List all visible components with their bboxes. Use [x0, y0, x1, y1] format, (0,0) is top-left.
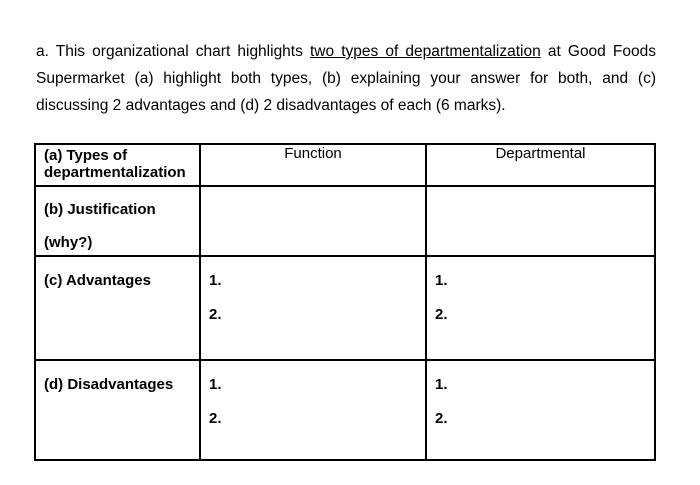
answer-cell-function-disadvantages[interactable]: [200, 360, 426, 460]
item-number-2: 2.: [209, 306, 222, 323]
item-number-2: 2.: [435, 306, 448, 323]
table-row-types: [35, 144, 655, 186]
row-label-justification: [35, 186, 200, 256]
row-label-types: [35, 144, 200, 186]
column-header-departmental: Departmental: [426, 144, 655, 186]
answer-cell-departmental-advantages[interactable]: [426, 256, 655, 360]
item-number-2: 2.: [209, 410, 222, 427]
item-number-1: 1.: [209, 272, 222, 289]
row-label-types-line1: (a) Types of: [44, 147, 128, 164]
row-label-disadvantages-text: (d) Disadvantages: [44, 376, 174, 393]
answer-cell-departmental-justification[interactable]: [426, 186, 655, 256]
item-number-1: 1.: [209, 376, 222, 393]
item-number-1: 1.: [435, 272, 448, 289]
row-label-advantages: [35, 256, 200, 360]
row-label-types-line2: departmentalization: [44, 164, 186, 181]
row-label-advantages-text: (c) Advantages: [44, 272, 151, 289]
row-label-disadvantages: [35, 360, 200, 460]
item-number-2: 2.: [435, 410, 448, 427]
row-label-justification-line2: (why?): [44, 234, 93, 251]
column-header-function: Function: [200, 144, 426, 186]
answer-cell-function-justification[interactable]: [200, 186, 426, 256]
question-part-2: at Good Foods Supermarket (a) highlight both types, (b) explaining your answer for both, and (c) discussing 2 advantages and (d) 2 disadvantages of each (6 marks).: [36, 43, 656, 114]
answer-cell-function-advantages[interactable]: [200, 256, 426, 360]
question-underlined-phrase: two types of departmentalization: [309, 43, 541, 60]
table-row-disadvantages: [35, 360, 655, 460]
question-part-1: a. This organizational chart highlights: [36, 43, 310, 60]
question-text: [36, 38, 656, 119]
item-number-1: 1.: [435, 376, 448, 393]
table-row-advantages: [35, 256, 655, 360]
answer-table: [34, 143, 656, 461]
row-label-justification-line1: (b) Justification: [44, 201, 156, 218]
table-row-justification: [35, 186, 655, 256]
answer-cell-departmental-disadvantages[interactable]: [426, 360, 655, 460]
